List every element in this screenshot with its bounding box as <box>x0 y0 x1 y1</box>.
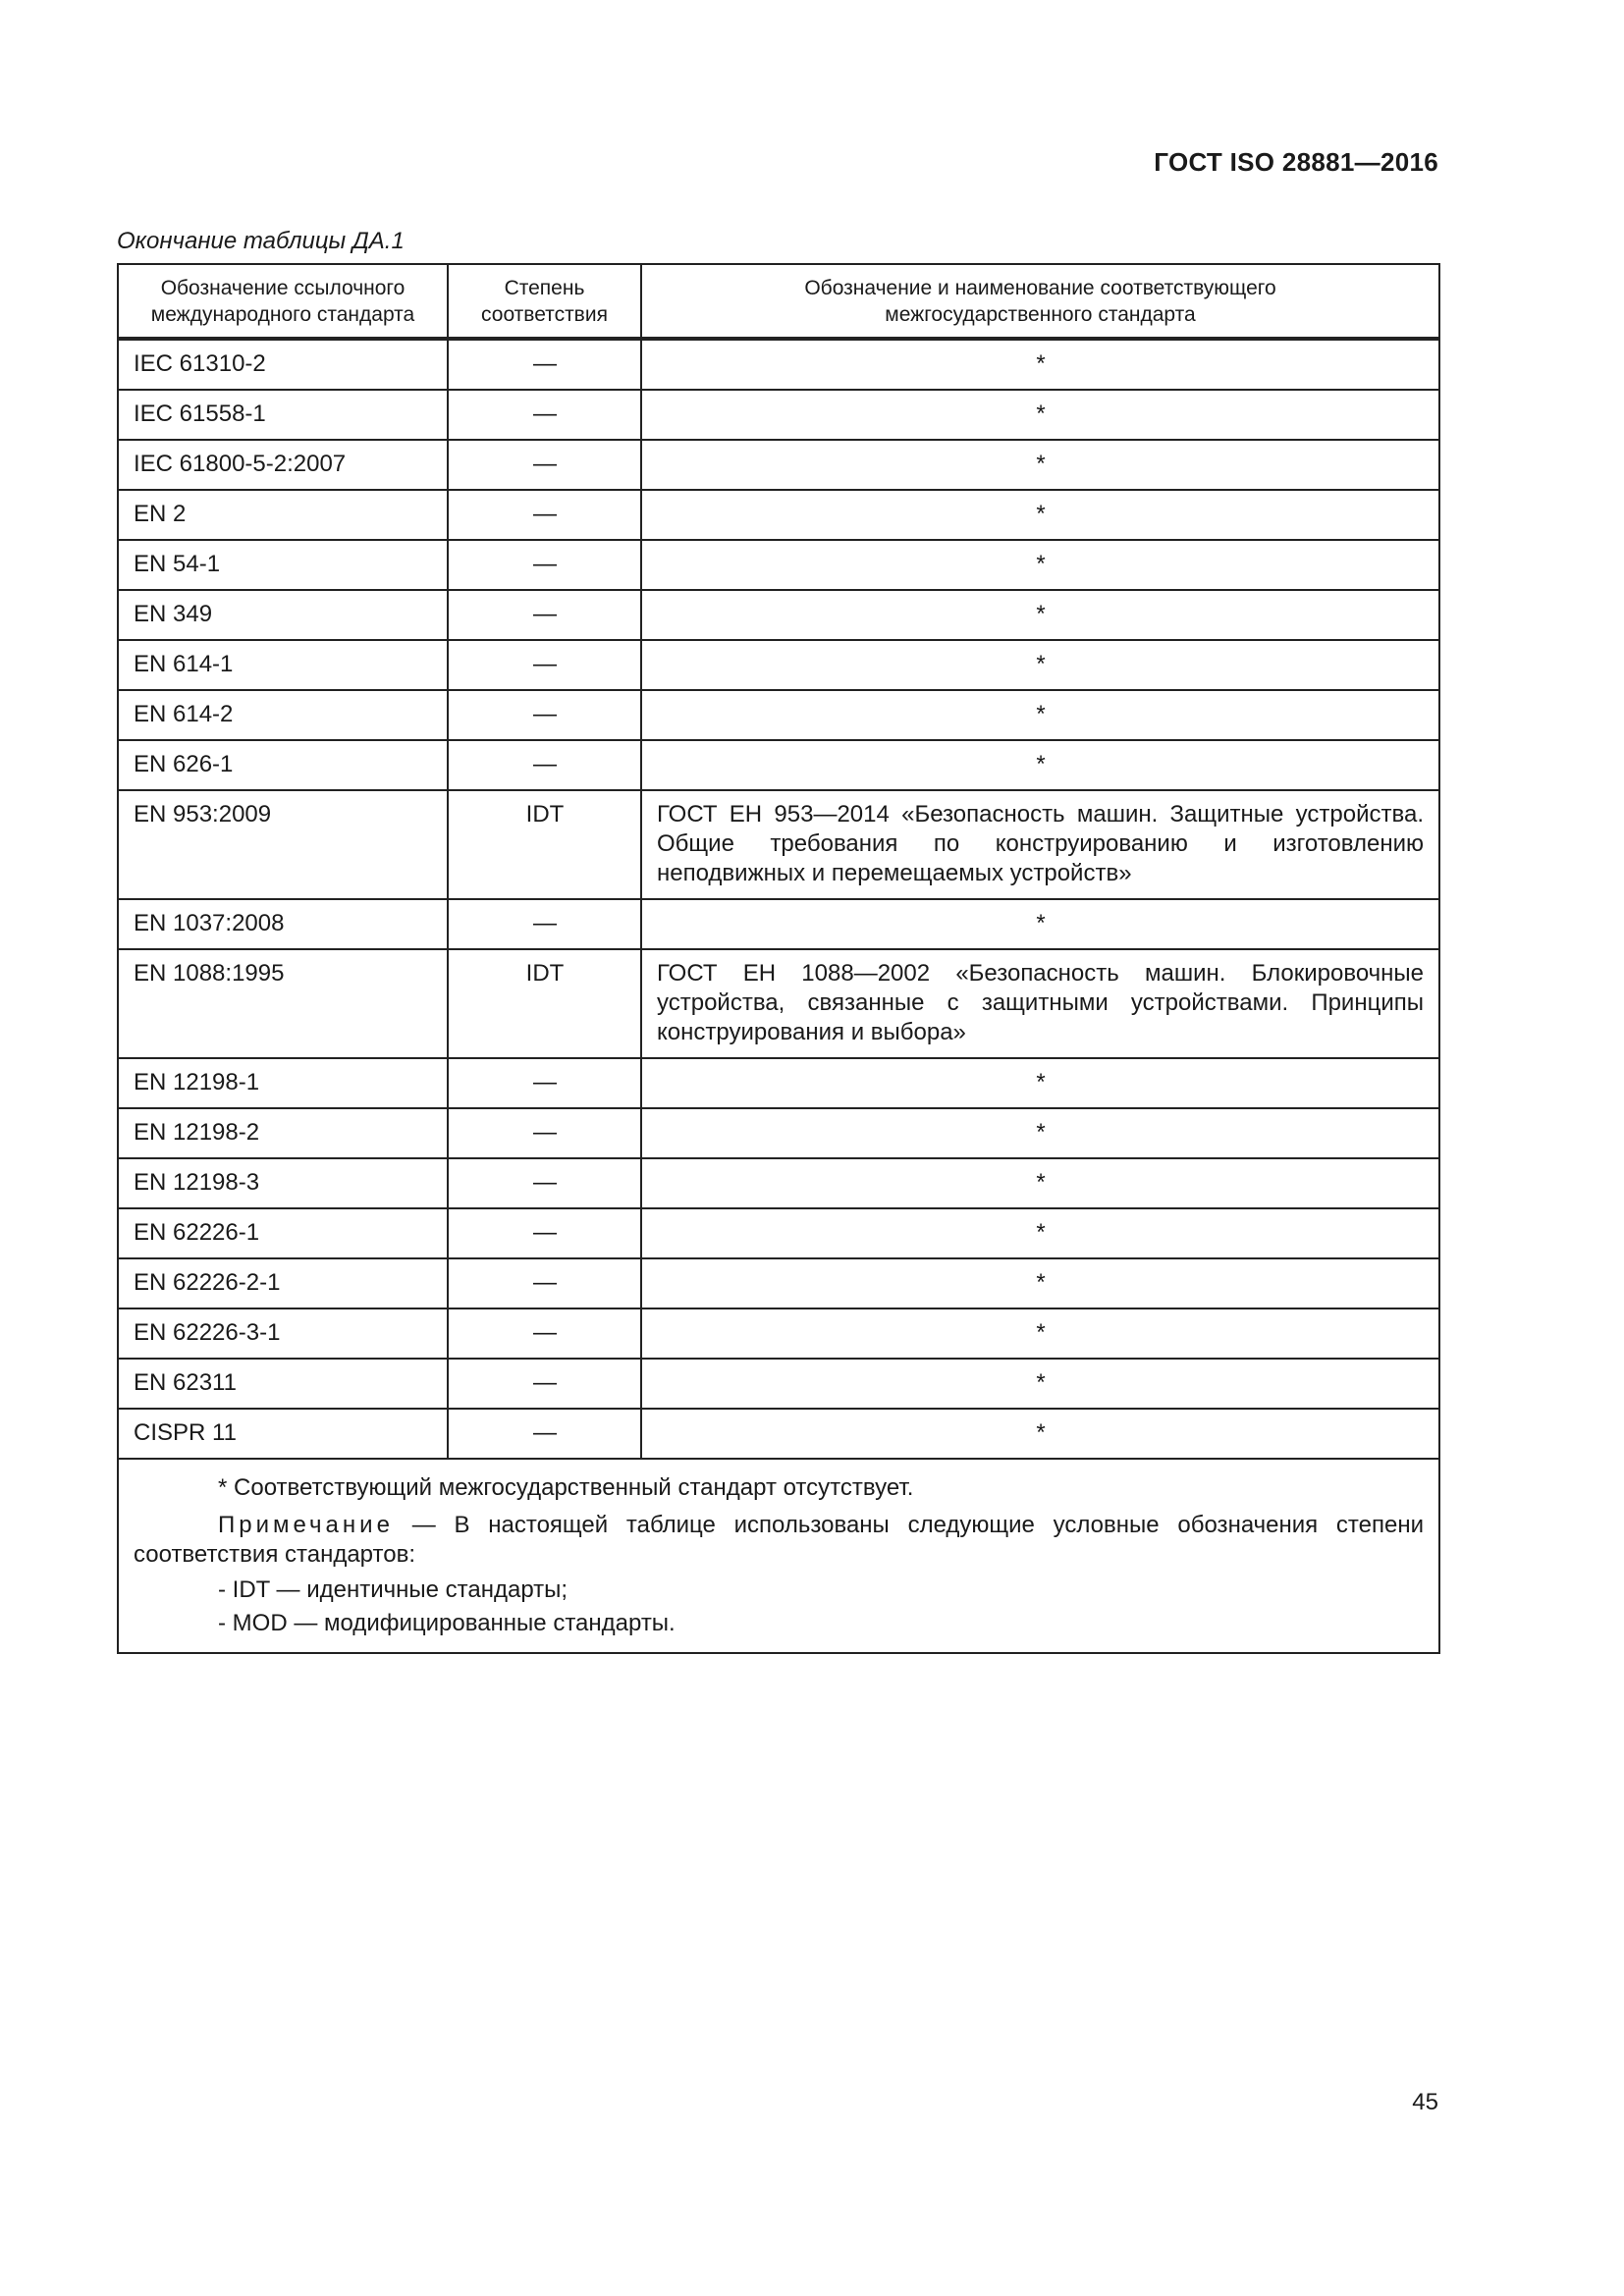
table-row <box>118 1258 1439 1308</box>
table-row <box>118 1359 1439 1409</box>
cell-ref: EN 2 <box>118 490 448 540</box>
table-row <box>118 440 1439 490</box>
table-row <box>118 590 1439 640</box>
cell-degree: — <box>448 1108 641 1158</box>
cell-ref: EN 614-2 <box>118 690 448 740</box>
cell-gost: * <box>641 1158 1439 1208</box>
table-footer <box>118 1459 1439 1653</box>
cell-ref: EN 12198-1 <box>118 1058 448 1108</box>
cell-ref: EN 54-1 <box>118 540 448 590</box>
cell-gost: * <box>641 590 1439 640</box>
cell-degree: — <box>448 1308 641 1359</box>
cell-degree: — <box>448 339 641 390</box>
table-body <box>118 339 1439 1459</box>
table-row <box>118 1409 1439 1459</box>
table-row <box>118 740 1439 790</box>
cell-ref: EN 614-1 <box>118 640 448 690</box>
cell-ref: EN 626-1 <box>118 740 448 790</box>
cell-ref: CISPR 11 <box>118 1409 448 1459</box>
cell-gost: * <box>641 1208 1439 1258</box>
cell-gost: * <box>641 1308 1439 1359</box>
table-row <box>118 1308 1439 1359</box>
page-number: 45 <box>1412 2089 1438 2115</box>
cell-degree: — <box>448 440 641 490</box>
table-row <box>118 339 1439 390</box>
column-header-degree: Степень соответствия <box>448 264 641 339</box>
cell-degree: — <box>448 1409 641 1459</box>
table-row <box>118 1208 1439 1258</box>
cell-gost: * <box>641 899 1439 949</box>
cell-degree: — <box>448 640 641 690</box>
cell-ref: EN 1037:2008 <box>118 899 448 949</box>
cell-degree: IDT <box>448 790 641 899</box>
table-row <box>118 899 1439 949</box>
cell-gost: * <box>641 1258 1439 1308</box>
table-row <box>118 949 1439 1058</box>
cell-ref: EN 62226-2-1 <box>118 1258 448 1308</box>
legend-item-mod: - MOD — модифицированные стандарты. <box>218 1610 676 1636</box>
cell-ref: EN 1088:1995 <box>118 949 448 1058</box>
cell-ref: EN 349 <box>118 590 448 640</box>
table-row <box>118 790 1439 899</box>
cell-gost: * <box>641 740 1439 790</box>
cell-ref: EN 62226-1 <box>118 1208 448 1258</box>
cell-gost: * <box>641 1108 1439 1158</box>
column-header-gost: Обозначение и наименование соответствующего межгосударственного стандарта <box>641 264 1439 339</box>
cell-degree: — <box>448 1058 641 1108</box>
cell-degree: — <box>448 740 641 790</box>
cell-gost: * <box>641 1409 1439 1459</box>
table-row <box>118 390 1439 440</box>
cell-gost: * <box>641 339 1439 390</box>
cell-degree: — <box>448 1258 641 1308</box>
cell-ref: EN 62311 <box>118 1359 448 1409</box>
cell-gost: ГОСТ ЕН 953—2014 «Безопасность машин. Защитные устройства. Общие требования по конструированию и изготовлению неподвижных и перемещаемых устройств» <box>641 790 1439 899</box>
table-row <box>118 540 1439 590</box>
cell-degree: — <box>448 540 641 590</box>
cell-ref: EN 12198-2 <box>118 1108 448 1158</box>
cell-degree: — <box>448 1158 641 1208</box>
cell-ref: IEC 61800-5-2:2007 <box>118 440 448 490</box>
cell-gost: * <box>641 490 1439 540</box>
standards-table <box>117 263 1440 1654</box>
table-row <box>118 490 1439 540</box>
cell-degree: — <box>448 690 641 740</box>
cell-gost: * <box>641 440 1439 490</box>
cell-ref: EN 62226-3-1 <box>118 1308 448 1359</box>
cell-ref: IEC 61310-2 <box>118 339 448 390</box>
legend-item-idt: - IDT — идентичные стандарты; <box>218 1576 568 1603</box>
cell-gost: * <box>641 1058 1439 1108</box>
cell-gost: * <box>641 540 1439 590</box>
footnote: * Соответствующий межгосударственный стандарт отсутствует. <box>218 1474 914 1501</box>
table-header-row <box>118 264 1439 339</box>
cell-gost: * <box>641 1359 1439 1409</box>
cell-ref: EN 12198-3 <box>118 1158 448 1208</box>
table-row <box>118 690 1439 740</box>
cell-ref: IEC 61558-1 <box>118 390 448 440</box>
note-text: — В настоящей таблице использованы следующие условные обозначения степени соответствия стандартов: <box>134 1512 1424 1568</box>
table-footer-row <box>118 1459 1439 1653</box>
cell-gost: * <box>641 690 1439 740</box>
table-row <box>118 1108 1439 1158</box>
table-row <box>118 640 1439 690</box>
note <box>134 1511 1424 1570</box>
cell-degree: — <box>448 490 641 540</box>
cell-degree: — <box>448 390 641 440</box>
cell-gost: * <box>641 640 1439 690</box>
document-header: ГОСТ ISO 28881—2016 <box>1154 147 1438 177</box>
column-header-ref: Обозначение ссылочного международного стандарта <box>118 264 448 339</box>
table-row <box>118 1158 1439 1208</box>
cell-gost: * <box>641 390 1439 440</box>
cell-degree: — <box>448 1359 641 1409</box>
cell-degree: IDT <box>448 949 641 1058</box>
cell-degree: — <box>448 590 641 640</box>
cell-degree: — <box>448 899 641 949</box>
cell-degree: — <box>448 1208 641 1258</box>
cell-ref: EN 953:2009 <box>118 790 448 899</box>
note-label: Примечание <box>218 1512 394 1538</box>
table-caption: Окончание таблицы ДА.1 <box>117 228 405 254</box>
table-row <box>118 1058 1439 1108</box>
cell-gost: ГОСТ ЕН 1088—2002 «Безопасность машин. Блокировочные устройства, связанные с защитными устройствами. Принципы конструирования и выбора» <box>641 949 1439 1058</box>
